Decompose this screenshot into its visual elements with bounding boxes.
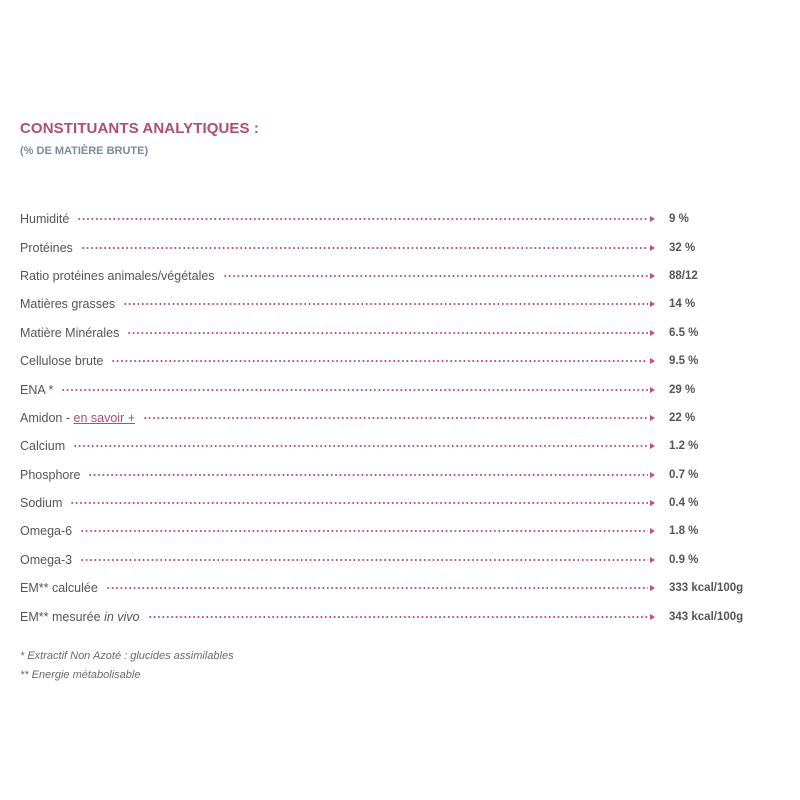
dotted-leader — [61, 389, 648, 391]
row-value: 22 % — [669, 411, 696, 424]
arrow-right-icon — [650, 245, 655, 251]
arrow-right-icon — [650, 500, 655, 506]
section-subtitle: (% DE MATIÈRE BRUTE) — [20, 145, 149, 157]
dotted-leader — [111, 360, 648, 362]
arrow-right-icon — [650, 216, 655, 222]
arrow-right-icon — [650, 273, 655, 279]
table-row — [20, 461, 765, 489]
row-label-text: Matières grasses — [20, 297, 116, 312]
row-value: 29 % — [669, 383, 696, 396]
table-row — [20, 262, 765, 290]
row-label-text: ENA * — [20, 382, 54, 397]
arrow-right-icon — [650, 415, 655, 421]
row-label — [20, 354, 111, 368]
row-label — [20, 241, 81, 255]
row-label — [20, 326, 127, 340]
row-label — [20, 297, 123, 311]
row-label — [20, 468, 88, 482]
dotted-leader — [77, 218, 648, 220]
arrow-right-icon — [650, 614, 655, 620]
arrow-right-icon — [650, 330, 655, 336]
table-row — [20, 546, 765, 574]
row-label — [20, 610, 148, 624]
row-label-text: Matière Minérales — [20, 325, 120, 340]
row-label-text: EM** mesurée — [20, 609, 105, 624]
row-label-text: Phosphore — [20, 467, 81, 482]
row-value: 6.5 % — [669, 326, 699, 339]
row-label — [20, 411, 143, 425]
table-row — [20, 375, 765, 403]
row-value: 32 % — [669, 241, 696, 254]
table-row — [20, 432, 765, 460]
row-value: 14 % — [669, 298, 696, 311]
row-value: 88/12 — [669, 269, 698, 282]
footnote-ena: * Extractif Non Azoté : glucides assimilables — [20, 650, 234, 662]
footnotes — [20, 647, 234, 685]
row-label — [20, 212, 77, 226]
table-row — [20, 233, 765, 261]
row-label — [20, 269, 223, 283]
row-label-text: EM** calculée — [20, 581, 98, 596]
row-label — [20, 496, 70, 510]
arrow-right-icon — [650, 557, 655, 563]
dotted-leader — [143, 417, 648, 419]
dotted-leader — [127, 332, 648, 334]
row-value: 0.7 % — [669, 468, 699, 481]
table-row — [20, 489, 765, 517]
row-label-italic: in vivo — [104, 609, 140, 624]
row-value: 1.8 % — [669, 525, 699, 538]
dotted-leader — [148, 616, 649, 618]
arrow-right-icon — [650, 443, 655, 449]
row-label-text: Calcium — [20, 439, 66, 454]
row-value: 1.2 % — [669, 440, 699, 453]
row-label — [20, 383, 61, 397]
row-value: 9 % — [669, 213, 689, 226]
table-row — [20, 347, 765, 375]
row-label-text: Humidité — [20, 212, 70, 227]
section-title: CONSTITUANTS ANALYTIQUES : — [20, 120, 259, 137]
dotted-leader — [70, 502, 648, 504]
dotted-leader — [88, 474, 648, 476]
dotted-leader — [80, 530, 648, 532]
footnote-em: ** Energie métabolisable — [20, 669, 141, 681]
table-row — [20, 290, 765, 318]
dotted-leader — [123, 303, 648, 305]
row-label-text: Omega-3 — [20, 552, 73, 567]
row-label-text: Cellulose brute — [20, 354, 104, 369]
row-value: 333 kcal/100g — [669, 582, 744, 595]
row-label-text: Sodium — [20, 496, 63, 511]
arrow-right-icon — [650, 387, 655, 393]
dotted-leader — [80, 559, 648, 561]
table-row — [20, 205, 765, 233]
table-row — [20, 319, 765, 347]
row-label — [20, 524, 80, 538]
table-row — [20, 574, 765, 602]
arrow-right-icon — [650, 585, 655, 591]
row-label-text: Omega-6 — [20, 524, 73, 539]
arrow-right-icon — [650, 472, 655, 478]
learn-more-link[interactable]: en savoir + — [73, 410, 135, 425]
arrow-right-icon — [650, 528, 655, 534]
row-label — [20, 553, 80, 567]
table-row — [20, 404, 765, 432]
row-label-text: Protéines — [20, 240, 73, 255]
dotted-leader — [106, 587, 648, 589]
row-value: 9.5 % — [669, 355, 699, 368]
row-label — [20, 581, 106, 595]
row-value: 0.9 % — [669, 553, 699, 566]
arrow-right-icon — [650, 301, 655, 307]
row-label-text: Amidon - — [20, 410, 74, 425]
analysis-table — [20, 205, 765, 631]
table-row — [20, 602, 765, 630]
dotted-leader — [223, 275, 648, 277]
row-label — [20, 439, 73, 453]
row-value: 0.4 % — [669, 497, 699, 510]
row-label-text: Ratio protéines animales/végétales — [20, 268, 215, 283]
dotted-leader — [73, 445, 648, 447]
row-value: 343 kcal/100g — [669, 610, 744, 623]
table-row — [20, 517, 765, 545]
dotted-leader — [81, 247, 648, 249]
arrow-right-icon — [650, 358, 655, 364]
